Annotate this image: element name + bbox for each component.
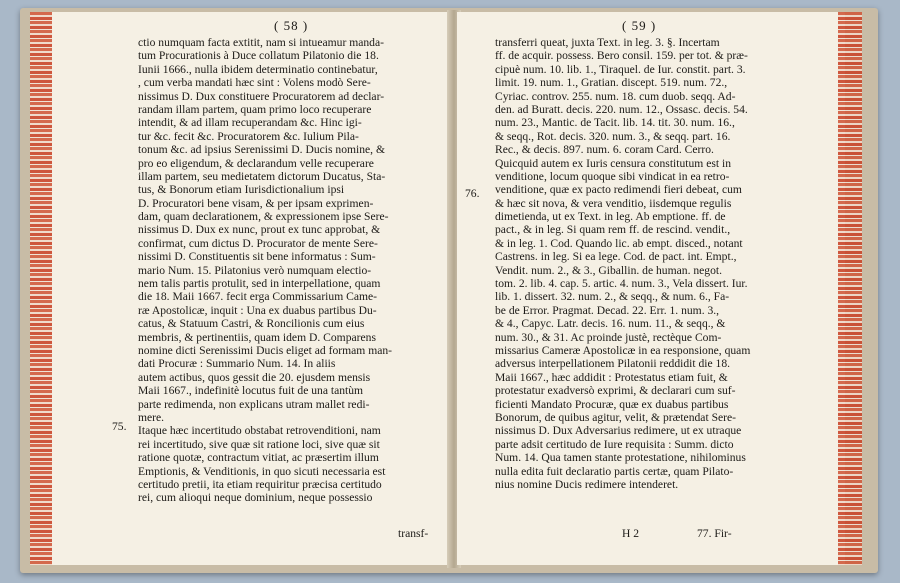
text-line: nius nomine Ducis redimere intenderet. <box>495 477 679 491</box>
text-line: autem actibus, quos gessit die 20. ejusdem mensis <box>138 370 371 384</box>
left-page <box>30 12 450 565</box>
text-line: pro eo eligendum, & declarandum velle recuperare <box>138 156 374 170</box>
left-page-text <box>138 36 392 505</box>
signature-mark: H 2 <box>622 527 640 540</box>
text-line: randam illam partem, quam primo loco recuperare <box>138 102 372 116</box>
text-line: parte adsit certitudo de Iure requisita : Summ. dicto <box>495 437 734 451</box>
left-red-page-edge <box>30 12 52 565</box>
text-line: dam, quam declarationem, & expressionem ipse Sere- <box>138 210 389 224</box>
text-line: & in leg. 1. Cod. Quando lic. ab empt. disced., notant <box>495 236 743 250</box>
text-line: nomine dicti Serenissimi Ducis eliget ad formam man- <box>138 343 393 357</box>
text-line: Bonorum, de quibus agitur, velit, & prætendat Sere- <box>495 410 737 424</box>
text-line: num. 23., Mantic. de Tacit. lib. 14. tit. 30. num. 16., <box>495 116 735 130</box>
text-line: , cum verba mandati hæc sint : Volens modò Sere- <box>138 76 371 90</box>
text-line: Maii 1667., hæc addidit : Protestatus etiam fuit, & <box>495 370 728 384</box>
text-line: num. 30., & 31. Ac proinde justè, rectèque Com- <box>495 330 722 344</box>
text-line: Num. 14. Qua tamen stante protestatione, nihilominus <box>495 451 746 465</box>
text-line: Castrens. in leg. Si ea lege. Cod. de pact. int. Empt., <box>495 250 737 264</box>
text-line: & seqq., Rot. decis. 320. num. 3., & seqq. part. 16. <box>495 129 731 143</box>
text-line: ff. de acquir. possess. Bero consil. 159. per tot. & præ- <box>495 49 748 63</box>
text-line: membris, & pertinentiis, quam idem D. Comparens <box>138 330 376 344</box>
text-line: confirmat, cum dictus D. Procurator de mente Sere- <box>138 236 378 250</box>
text-line: tom. 2. lib. 4. cap. 5. artic. 4. num. 3., Vela dissert. Iur. <box>495 277 748 291</box>
text-line: Vendit. num. 2., & 3., Giballin. de human. negot. <box>495 263 723 277</box>
text-line: den. ad Buratt. decis. 220. num. 12., Ossasc. decis. 54. <box>495 102 748 116</box>
text-line: nissimus D. Dux Adversarius redimere, ut ex utraque <box>495 424 742 438</box>
text-line: & hæc sit nova, & vera venditio, iisdemque regulis <box>495 196 732 210</box>
text-line: D. Procuratori bene visam, & per ipsam exprimen- <box>138 196 374 210</box>
text-line: adversus interpellationem Pilatonii reddidit die 18. <box>495 357 731 371</box>
right-page-number: ( 59 ) <box>622 18 657 33</box>
text-line: mere. <box>138 410 165 424</box>
right-paragraph-number: 76. <box>465 187 480 200</box>
text-line: nem talis partis protulit, sed in interpellatione, quam <box>138 277 381 291</box>
left-page-number: ( 58 ) <box>274 18 309 33</box>
text-line: ctio numquam facta extitit, nam si intueamur manda- <box>138 36 384 49</box>
text-line: tus, & Bonorum etiam Iurisdictionalium ipsi <box>138 183 345 197</box>
left-paragraph-number: 75. <box>112 420 127 433</box>
right-page <box>457 12 845 565</box>
text-line: nissimus D. Dux ex nunc, prout ex tunc approbat, & <box>138 223 381 237</box>
text-line: nulla edita fuit declaratio partis certæ, quam Pilato- <box>495 464 734 478</box>
text-line: dati Procuræ : Summario Num. 14. In aliis <box>138 357 336 371</box>
text-line: certitudo pretii, ita etiam requiritur præcisa certitudo <box>138 477 382 491</box>
text-line: ficienti Mandato Procuræ, quæ ex duabus partibus <box>495 397 729 411</box>
text-line: limit. 19. num. 1., Gratian. discept. 519. num. 72., <box>495 76 728 90</box>
text-line: tum Procurationis à Duce collatum Pilatonio die 18. <box>138 49 379 63</box>
text-line: rei, cum alioqui neque dominium, neque possessio <box>138 491 373 505</box>
text-line: dimetienda, ut ex Text. in leg. Ab emptione. ff. de <box>495 210 726 224</box>
right-red-page-edge <box>838 12 862 565</box>
right-page-text <box>495 36 750 491</box>
text-line: Itaque hæc incertitudo obstabat retrovenditioni, nam <box>138 424 381 438</box>
text-line: Cyriac. controv. 255. num. 18. cum duob. seqq. Ad- <box>495 89 736 103</box>
text-line: intendit, & ad illam recuperandam &c. Hinc igi- <box>138 116 362 130</box>
right-catchword: 77. Fir- <box>697 527 732 540</box>
text-line: illam partem, seu medietatem dictorum Ducatus, Sta- <box>138 169 386 183</box>
text-line: missarius Cameræ Apostolicæ in ea responsione, quam <box>495 343 751 357</box>
text-line: catus, & Statuum Castri, & Roncilionis cum eius <box>138 317 365 331</box>
text-line: lib. 1. dissert. 32. num. 2., & seqq., & num. 6., Fa- <box>495 290 730 304</box>
text-line: rei incertitudo, sive quæ sit ratione loci, sive quæ sit <box>138 437 380 451</box>
text-line: nissimi D. Constituentis sit bene informatus : Sum- <box>138 250 376 264</box>
text-line: parte redimenda, non explicans utram mallet redi- <box>138 397 370 411</box>
text-line: Emptionis, & Venditionis, in quo sicuti necessaria est <box>138 464 386 478</box>
text-line: protestatur exadversò exprimi, & declarari cum suf- <box>495 384 736 398</box>
text-line: venditione, locum quoque sibi vindicat in ea retro- <box>495 169 730 183</box>
text-line: Rec., & decis. 897. num. 6. coram Card. Cerro. <box>495 143 714 157</box>
left-catchword: transf- <box>398 527 429 540</box>
text-line: tur &c. fecit &c. Procuratorem &c. Iulium Pila- <box>138 129 359 143</box>
text-line: be de Error. Pragmat. Decad. 22. Err. 1. num. 3., <box>495 303 720 317</box>
text-line: nissimus D. Dux constituere Procuratorem ad declar- <box>138 89 385 103</box>
text-line: pact., & in leg. Si quam rem ff. de rescind. vendit., <box>495 223 731 237</box>
text-line: tonum &c. ad ipsius Serenissimi D. Ducis nomine, & <box>138 143 385 157</box>
text-line: ræ Apostolicæ, inquit : Una ex duabus partibus Du- <box>138 303 377 317</box>
text-line: venditione, quæ ex pacto redimendi fieri debeat, cum <box>495 183 742 197</box>
text-line: & 4., Capyc. Latr. decis. 16. num. 11., & seqq., & <box>495 317 726 331</box>
text-line: transferri queat, juxta Text. in leg. 3. §. Incertam <box>495 36 720 49</box>
text-line: Quicquid autem ex Iuris censura constitutum est in <box>495 156 732 170</box>
text-line: mario Num. 15. Pilatonius verò numquam electio- <box>138 263 372 277</box>
text-line: die 18. Maii 1667. fecit erga Commissarium Came- <box>138 290 378 304</box>
text-line: cipuè num. 10. lib. 1., Tiraquel. de Iur. constit. part. 3. <box>495 62 746 76</box>
text-line: Maii 1667., indefinitè locutus fuit de una tantùm <box>138 384 364 398</box>
text-line: Iunii 1666., nulla ibidem determinatio continebatur, <box>138 62 378 76</box>
text-line: ratione quotæ, contractum vitiat, ac præsertim illum <box>138 451 379 465</box>
